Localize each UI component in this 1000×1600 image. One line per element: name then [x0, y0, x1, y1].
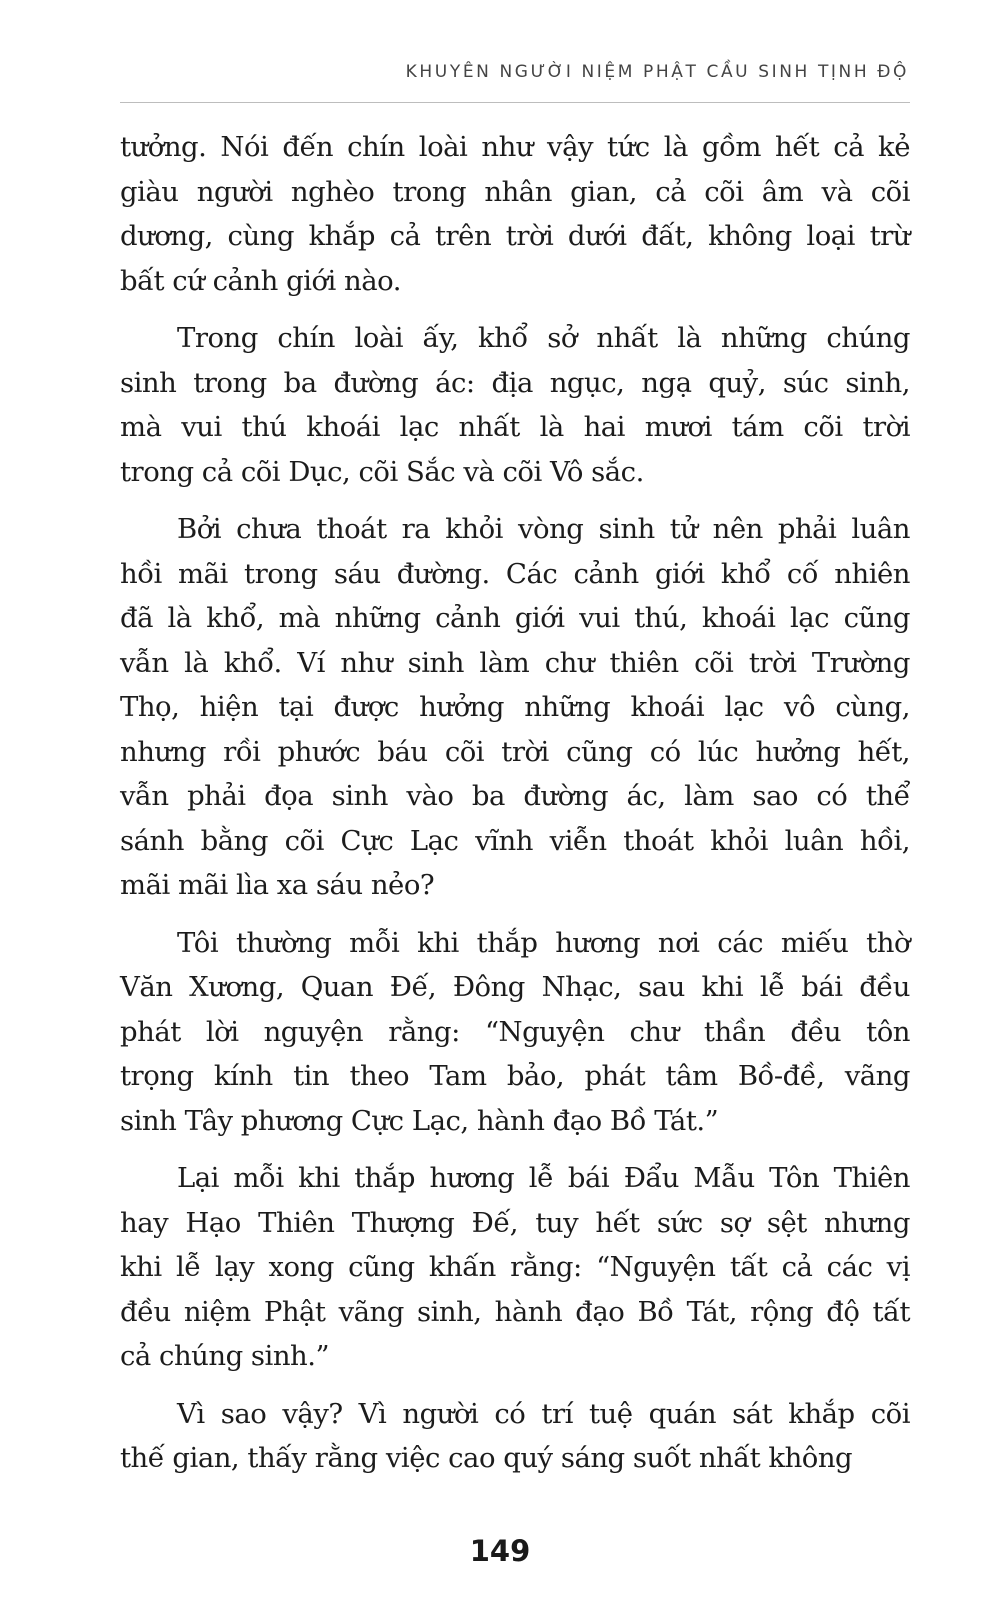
paragraph [120, 921, 910, 1144]
text-line: đã là khổ, mà những cảnh giới vui thú, khoái lạc cũng [120, 602, 910, 634]
page-number: 149 [469, 1534, 531, 1568]
text-line: sinh Tây phương Cực Lạc, hành đạo Bồ Tát.” [120, 1104, 719, 1137]
text-line: sánh bằng cõi Cực Lạc vĩnh viễn thoát khỏi luân hồi, [120, 824, 910, 857]
text-line: giàu người nghèo trong nhân gian, cả cõi âm và cõi [120, 175, 910, 208]
paragraph [120, 125, 910, 303]
text-line: hồi mãi trong sáu đường. Các cảnh giới khổ cố nhiên [120, 557, 910, 590]
text-line: sinh trong ba đường ác: địa ngục, ngạ quỷ, súc sinh, [120, 366, 910, 399]
paragraph [120, 1156, 910, 1379]
text-line: vẫn là khổ. Ví như sinh làm chư thiên cõi trời Trường [120, 646, 910, 679]
text-line: Tôi thường mỗi khi thắp hương nơi các miếu thờ [177, 926, 910, 959]
text-line: nhưng rồi phước báu cõi trời cũng có lúc hưởng hết, [120, 735, 910, 768]
text-line: hay Hạo Thiên Thượng Đế, tuy hết sức sợ sệt nhưng [120, 1206, 910, 1239]
text-line: mà vui thú khoái lạc nhất là hai mươi tám cõi trời [120, 411, 910, 443]
text-line: đều niệm Phật vãng sinh, hành đạo Bồ Tát, rộng độ tất [120, 1295, 910, 1328]
text-line: Bởi chưa thoát ra khỏi vòng sinh tử nên phải luân [177, 513, 910, 545]
text-line: tưởng. Nói đến chín loài như vậy tức là gồm hết cả kẻ [120, 131, 910, 163]
text-line: mãi mãi lìa xa sáu nẻo? [120, 869, 435, 901]
text-line: phát lời nguyện rằng: “Nguyện chư thần đều tôn [120, 1015, 910, 1048]
body-text [120, 125, 910, 1494]
text-line: Trong chín loài ấy, khổ sở nhất là những chúng [177, 322, 910, 354]
text-line: Vì sao vậy? Vì người có trí tuệ quán sát khắp cõi [177, 1397, 910, 1430]
text-line: cả chúng sinh.” [120, 1340, 330, 1372]
text-line: Lại mỗi khi thắp hương lễ bái Đẩu Mẫu Tôn Thiên [177, 1162, 910, 1194]
text-line: bất cứ cảnh giới nào. [120, 264, 401, 297]
text-line: khi lễ lạy xong cũng khấn rằng: “Nguyện tất cả các vị [120, 1251, 910, 1283]
text-line: Thọ, hiện tại được hưởng những khoái lạc vô cùng, [120, 691, 910, 723]
text-line: dương, cùng khắp cả trên trời dưới đất, không loại trừ [120, 220, 910, 252]
paragraph [120, 507, 910, 908]
running-header: KHUYÊN NGƯỜI NIỆM PHẬT CẦU SINH TỊNH ĐỘ [405, 62, 909, 82]
text-line: trong cả cõi Dục, cõi Sắc và cõi Vô sắc. [120, 455, 644, 488]
text-line: Văn Xương, Quan Đế, Đông Nhạc, sau khi lễ bái đều [120, 971, 910, 1003]
text-line: trọng kính tin theo Tam bảo, phát tâm Bồ-đề, vãng [120, 1060, 910, 1092]
header-divider [120, 102, 910, 103]
text-line: thế gian, thấy rằng việc cao quý sáng suốt nhất không [120, 1442, 853, 1474]
paragraph [120, 316, 910, 494]
paragraph [120, 1392, 910, 1481]
text-line: vẫn phải đọa sinh vào ba đường ác, làm sao có thể [120, 780, 910, 812]
